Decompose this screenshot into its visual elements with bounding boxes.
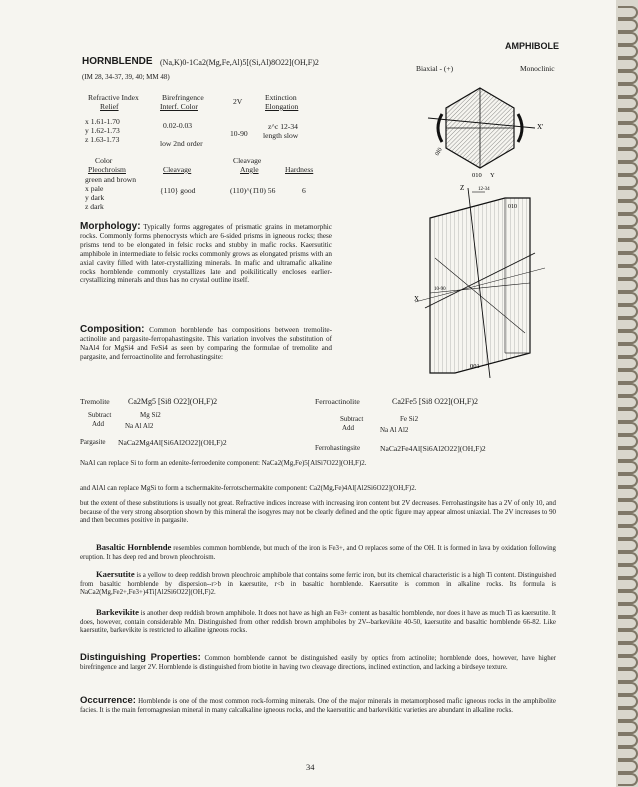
spiral-ring xyxy=(618,682,638,695)
spiral-ring xyxy=(618,487,638,500)
birefringence-value: 0.02-0.03 xyxy=(163,121,193,130)
tremolite-formula: Ca2Mg5 [Si8 O22](OH,F)2 xyxy=(128,397,218,406)
spiral-ring xyxy=(618,110,638,123)
page-number: 34 xyxy=(306,762,315,772)
label-long-010: 010 xyxy=(508,204,517,210)
label-long-001: 001 xyxy=(470,363,480,370)
spiral-ring xyxy=(618,409,638,422)
spiral-ring xyxy=(618,474,638,487)
sub-right-b: Na Al Al2 xyxy=(380,426,409,434)
spiral-ring xyxy=(618,578,638,591)
spiral-ring xyxy=(618,773,638,786)
kaersutite-title: Kaersutite xyxy=(96,569,135,579)
subtract-left: Subtract xyxy=(88,411,112,419)
spiral-ring xyxy=(618,305,638,318)
spiral-ring xyxy=(618,84,638,97)
composition-section xyxy=(80,326,332,362)
kaersutite-paragraph xyxy=(80,570,556,598)
subtract-right: Subtract xyxy=(340,415,364,423)
spiral-ring xyxy=(618,630,638,643)
spiral-ring xyxy=(618,760,638,773)
pargasite-label: Pargasite xyxy=(80,438,106,446)
spiral-ring xyxy=(618,58,638,71)
col-color: Color xyxy=(95,156,113,165)
col-cleavage: Cleavage xyxy=(163,165,192,174)
spiral-ring xyxy=(618,266,638,279)
spiral-ring xyxy=(618,643,638,656)
spiral-ring xyxy=(618,123,638,136)
elongation-value: length slow xyxy=(263,131,299,140)
color-z: z dark xyxy=(85,202,104,211)
spiral-ring xyxy=(618,175,638,188)
cleavage-angle-value: (110)^(1̄10) 56 xyxy=(230,186,276,195)
col-hardness: Hardness xyxy=(285,165,314,174)
spiral-ring xyxy=(618,617,638,630)
ferrohastingsite-formula: NaCa2Fe4Al[Si6Al2O22](OH,F)2 xyxy=(380,444,486,453)
col-extinction: Extinction xyxy=(265,93,297,102)
ri-y: y 1.62-1.73 xyxy=(85,126,120,135)
interference-color: low 2nd order xyxy=(160,139,203,148)
spiral-ring xyxy=(618,201,638,214)
spiral-ring xyxy=(618,747,638,760)
mineral-formula: (Na,K)0-1Ca2(Mg,Fe,Al)5[(Si,Al)8O22](OH,F)2 xyxy=(160,58,319,67)
color-1: green and brown xyxy=(85,175,137,184)
col-refractive-index: Refractive Index xyxy=(88,93,139,102)
spiral-ring xyxy=(618,19,638,32)
spiral-binding xyxy=(616,0,638,787)
spiral-ring xyxy=(618,162,638,175)
sub-left-b: Na Al Al2 xyxy=(125,422,154,430)
morphology-title: Morphology: xyxy=(80,221,141,232)
color-y: y dark xyxy=(85,193,105,202)
spiral-ring xyxy=(618,45,638,58)
col-elongation: Elongation xyxy=(265,102,299,111)
spiral-ring xyxy=(618,279,638,292)
ferroactinolite-label: Ferroactinolite xyxy=(315,397,360,406)
add-right: Add xyxy=(342,424,355,432)
spiral-ring xyxy=(618,513,638,526)
col-birefringence: Birefringence xyxy=(162,93,204,102)
spiral-ring xyxy=(618,396,638,409)
spiral-ring xyxy=(618,149,638,162)
distinguishing-paragraph xyxy=(80,654,556,672)
label-cross-oi: 0I0 xyxy=(434,147,444,157)
basaltic-title: Basaltic Hornblende xyxy=(96,542,172,552)
kaersutite-text: is a yellow to deep reddish brown pleochroic amphibole that contains some ferric iron, but its chemical characteristic is a high Ti content. Distinguished from basaltic hornblende by dispersion--r>b in kaersutite, r<b in basaltic hornblende. Kaersutite is common in alkaline rocks. Its formula is NaCa2(Mg,Fe2+,Fe3+)4Ti[Al2Si6O22](OH,F)2. xyxy=(80,572,556,597)
add-left: Add xyxy=(92,420,105,428)
col-cleavage-2: Cleavage xyxy=(233,156,262,165)
spiral-ring xyxy=(618,539,638,552)
barkevikite-title: Barkevikite xyxy=(96,607,139,617)
occurrence-title: Occurrence: xyxy=(80,695,136,706)
spiral-ring xyxy=(618,526,638,539)
label-cross-010: 010 xyxy=(472,172,482,179)
label-long-range: 10-90 xyxy=(434,287,446,292)
occurrence-text: Hornblende is one of the most common rock-forming minerals. One of the major minerals in metamorphosed mafic igneous rocks in the amphibolite facies. It is the main ferromagnesian mineral in many calcalkaline igneous rocks, and the kaersutitic and barkevikitic varieties are abundant in alkaline rocks. xyxy=(80,698,556,714)
composition-text: Common hornblende has compositions between tremolite-actinolite and pargasite-ferropahastingsite. This variation involves the substitution of NaAl4 for MgSi4 and FeSi4 as seen by comparing the formulae of tremolite and pargasite, and ferroactinolite and ferrohastingsite: xyxy=(80,326,333,361)
sub-left-a: Mg Si2 xyxy=(140,411,161,419)
spiral-ring xyxy=(618,240,638,253)
substitution-paragraph: but the extent of these substitutions is usually not great. Refractive indices increase with increasing iron content but 2V decreases. Ferrohastingsite has a 2V of only 10, and because of the very strong absorption shown by this mineral the isogyres may not be clearly defined and the optic figure may appear almost uniaxial. The 2V increases to 90 and then becomes positive in pargasite. xyxy=(80,500,556,525)
cross-section-diagram xyxy=(428,88,535,168)
spiral-ring xyxy=(618,331,638,344)
color-x: x pale xyxy=(85,184,104,193)
label-long-angle: 12-34 xyxy=(478,187,490,192)
ferrohastingsite-label: Ferrohastingsite xyxy=(315,444,361,452)
spiral-ring xyxy=(618,383,638,396)
barkevikite-text: is another deep reddish brown amphibole. It does not have as high an Fe3+ content as basaltic hornblende, nor does it have as much Ti as kaersutite. It does, however, contain considerable Mn. Distinguished from other reddish brown amphiboles by 2V--barkevikite 40-50, kaersutite and basaltic hornblende 66-82. Like kaersutite, barkevikite is restricted to alkaline igneous rocks. xyxy=(80,610,556,635)
morphology-text: Typically forms aggregates of prismatic grains in metamorphic rocks. Commonly forms phenocrysts which are 6-sided prisms in igneous rocks; these prisms tend to be elongated in felsic rocks and stubby in mafic rocks. Kaersutitic amphibole in intermediate to felsic rocks commonly grows as elongated prisms with an axial cavity filled with later-crystallizing minerals. In mafic and ultramafic alkaline rocks hornblende commonly crystallizes late and poikilitically encloses earlier-crystallizing minerals and thus has no crystal outline itself. xyxy=(80,223,332,285)
spiral-ring xyxy=(618,71,638,84)
crystal-diagrams xyxy=(410,78,560,378)
spiral-ring xyxy=(618,721,638,734)
spiral-ring xyxy=(618,97,638,110)
composition-title: Composition: xyxy=(80,324,145,335)
spiral-ring xyxy=(618,656,638,669)
spiral-ring xyxy=(618,552,638,565)
spiral-ring xyxy=(618,422,638,435)
spiral-ring xyxy=(618,435,638,448)
spiral-ring xyxy=(618,6,638,19)
optic-sign: Biaxial - (+) xyxy=(416,64,454,73)
spiral-ring xyxy=(618,292,638,305)
spiral-ring xyxy=(618,344,638,357)
spiral-ring xyxy=(618,669,638,682)
spiral-ring xyxy=(618,500,638,513)
pargasite-formula: NaCa2Mg4Al[Si6Al2O22](OH,F)2 xyxy=(118,438,227,447)
ri-z: z 1.63-1.73 xyxy=(85,135,120,144)
extinction-value: z^c 12-34 xyxy=(268,122,298,131)
col-pleochroism: Pleochroism xyxy=(88,165,126,174)
label-long-x: X xyxy=(414,295,420,303)
spiral-ring xyxy=(618,604,638,617)
occurrence-paragraph xyxy=(80,697,556,715)
spiral-ring xyxy=(618,370,638,383)
spiral-ring xyxy=(618,227,638,240)
hardness-value: 6 xyxy=(302,186,306,195)
sub-right-a: Fe Si2 xyxy=(400,415,419,423)
tschermakite-line: and AlAl can replace MgSi to form a tschermakite-ferrotschermakite component: Ca2(Mg,Fe)4Al[Al2Si6O22](OH,F)2. xyxy=(80,484,417,492)
label-long-z: Z xyxy=(460,184,465,192)
spiral-ring xyxy=(618,188,638,201)
edenite-line: NaAl can replace Si to form an edenite-ferroedenite component: NaCa2(Mg,Fe)5[AlSi7O22](OH,F)2. xyxy=(80,459,367,467)
spiral-ring xyxy=(618,357,638,370)
ferroactinolite-formula: Ca2Fe5 [Si8 O22](OH,F)2 xyxy=(392,397,478,406)
references: (IM 28, 34-37, 39, 40; MM 48) xyxy=(82,73,170,81)
group-name: AMPHIBOLE xyxy=(505,41,559,51)
mineral-name: HORNBLENDE xyxy=(82,56,153,67)
spiral-ring xyxy=(618,318,638,331)
basaltic-text: resembles common hornblende, but much of the iron is Fe3+, and O replaces some of the OH. It is formed in lava by oxidation following eruption. It has deep red and brown pleochroism. xyxy=(80,545,556,561)
spiral-ring xyxy=(618,136,638,149)
spiral-ring xyxy=(618,32,638,45)
basaltic-hornblende-paragraph xyxy=(80,543,556,562)
spiral-ring xyxy=(618,565,638,578)
long-section-diagram xyxy=(415,188,545,378)
col-2v: 2V xyxy=(233,97,243,106)
col-angle: Angle xyxy=(240,165,259,174)
spiral-ring xyxy=(618,448,638,461)
tremolite-label: Tremolite xyxy=(80,397,110,406)
spiral-ring xyxy=(618,708,638,721)
col-interf-color: Interf. Color xyxy=(160,102,198,111)
spiral-ring xyxy=(618,214,638,227)
cleavage-value: {110} good xyxy=(160,186,196,195)
spiral-ring xyxy=(618,253,638,266)
crystal-system: Monoclinic xyxy=(520,64,555,73)
spiral-ring xyxy=(618,461,638,474)
morphology-section xyxy=(80,223,332,285)
label-cross-x: X' xyxy=(537,123,544,131)
ri-x: x 1.61-1.70 xyxy=(85,117,120,126)
spiral-ring xyxy=(618,591,638,604)
spiral-ring xyxy=(618,734,638,747)
label-cross-y: Y xyxy=(490,172,495,179)
2v-value: 10-90 xyxy=(230,129,248,138)
col-relief: Relief xyxy=(100,102,119,111)
barkevikite-paragraph xyxy=(80,608,556,636)
distinguishing-text: Common hornblende cannot be distinguished easily by optics from actinolite; hornblende does, however, have higher birefringence and larger 2V. Hornblende is distinguished from biotite in having two cleavage directions, inclined extinction, and lacking a birdseye texture. xyxy=(80,655,557,671)
spiral-ring xyxy=(618,695,638,708)
distinguishing-title: Distinguishing Properties: xyxy=(80,652,201,663)
